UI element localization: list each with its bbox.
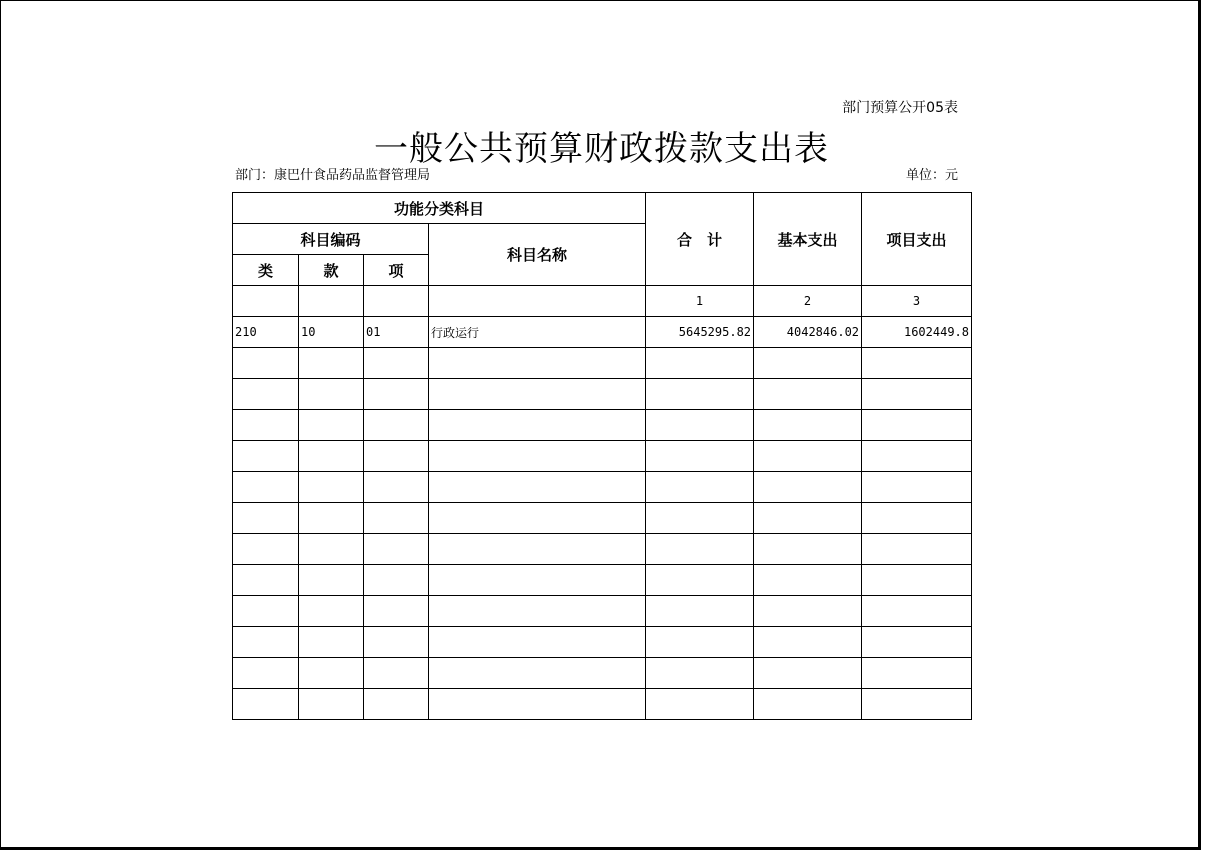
cell-basic <box>754 627 862 658</box>
cell-lei <box>233 565 299 596</box>
cell-total <box>646 379 754 410</box>
cell-xiang <box>364 658 429 689</box>
cell-project <box>862 627 972 658</box>
cell-name <box>429 472 646 503</box>
cell-lei <box>233 410 299 441</box>
cell-kuan <box>299 596 364 627</box>
index-cell: 3 <box>862 286 972 317</box>
cell-basic <box>754 441 862 472</box>
cell-total <box>646 658 754 689</box>
cell-basic <box>754 472 862 503</box>
cell-total <box>646 596 754 627</box>
table-row <box>233 379 972 410</box>
table-row <box>233 534 972 565</box>
index-cell <box>233 286 299 317</box>
cell-total <box>646 348 754 379</box>
table-row <box>233 348 972 379</box>
cell-lei <box>233 379 299 410</box>
cell-total: 5645295.82 <box>646 317 754 348</box>
cell-name <box>429 348 646 379</box>
cell-name <box>429 379 646 410</box>
cell-total <box>646 410 754 441</box>
cell-lei <box>233 596 299 627</box>
col-xiang-header: 项 <box>364 255 429 286</box>
table-row <box>233 565 972 596</box>
cell-xiang <box>364 503 429 534</box>
cell-name <box>429 503 646 534</box>
cell-project <box>862 565 972 596</box>
table-header <box>233 193 972 286</box>
cell-kuan <box>299 410 364 441</box>
cell-xiang <box>364 441 429 472</box>
cell-kuan <box>299 379 364 410</box>
cell-kuan <box>299 503 364 534</box>
cell-lei <box>233 472 299 503</box>
table-row <box>233 503 972 534</box>
cell-basic <box>754 534 862 565</box>
col-project-header: 项目支出 <box>862 193 972 286</box>
table-row <box>233 596 972 627</box>
cell-project <box>862 596 972 627</box>
cell-lei <box>233 503 299 534</box>
cell-total <box>646 441 754 472</box>
cell-basic <box>754 379 862 410</box>
cell-project <box>862 503 972 534</box>
cell-xiang <box>364 565 429 596</box>
table-row <box>233 627 972 658</box>
cell-total <box>646 472 754 503</box>
index-row <box>233 286 972 317</box>
col-basic-header: 基本支出 <box>754 193 862 286</box>
cell-project <box>862 534 972 565</box>
col-total-header: 合 计 <box>646 193 754 286</box>
cell-name <box>429 689 646 720</box>
index-cell: 1 <box>646 286 754 317</box>
index-cell <box>299 286 364 317</box>
cell-name <box>429 627 646 658</box>
cell-basic <box>754 410 862 441</box>
cell-xiang <box>364 348 429 379</box>
cell-basic <box>754 503 862 534</box>
cell-lei: 210 <box>233 317 299 348</box>
cell-basic <box>754 689 862 720</box>
col-lei-header: 类 <box>233 255 299 286</box>
cell-kuan <box>299 565 364 596</box>
cell-project <box>862 410 972 441</box>
cell-total <box>646 627 754 658</box>
cell-total <box>646 689 754 720</box>
cell-xiang <box>364 689 429 720</box>
cell-xiang <box>364 596 429 627</box>
cell-basic <box>754 596 862 627</box>
cell-name <box>429 596 646 627</box>
page-title: 一般公共预算财政拨款支出表 <box>374 129 829 169</box>
table-row <box>233 410 972 441</box>
index-cell: 2 <box>754 286 862 317</box>
cell-project <box>862 472 972 503</box>
cell-name <box>429 565 646 596</box>
cell-total <box>646 565 754 596</box>
cell-xiang <box>364 410 429 441</box>
cell-basic <box>754 658 862 689</box>
cell-project <box>862 348 972 379</box>
cell-total <box>646 503 754 534</box>
cell-lei <box>233 534 299 565</box>
cell-lei <box>233 658 299 689</box>
table-row <box>233 689 972 720</box>
index-cell <box>429 286 646 317</box>
cell-basic: 4042846.02 <box>754 317 862 348</box>
table-body <box>233 286 972 720</box>
cell-kuan <box>299 658 364 689</box>
group-header: 功能分类科目 <box>233 193 646 224</box>
cell-lei <box>233 441 299 472</box>
cell-project <box>862 689 972 720</box>
cell-lei <box>233 348 299 379</box>
cell-basic <box>754 348 862 379</box>
table-row <box>233 317 972 348</box>
cell-project <box>862 379 972 410</box>
expenditure-table <box>232 192 972 720</box>
cell-kuan <box>299 348 364 379</box>
cell-kuan: 10 <box>299 317 364 348</box>
cell-project <box>862 658 972 689</box>
index-cell <box>364 286 429 317</box>
cell-basic <box>754 565 862 596</box>
table-row <box>233 472 972 503</box>
cell-xiang <box>364 627 429 658</box>
unit-label: 单位：元 <box>905 168 958 183</box>
cell-xiang <box>364 379 429 410</box>
table-row <box>233 658 972 689</box>
cell-xiang: 01 <box>364 317 429 348</box>
name-header: 科目名称 <box>429 224 646 286</box>
cell-name <box>429 534 646 565</box>
cell-name <box>429 410 646 441</box>
table-row <box>233 441 972 472</box>
cell-project: 1602449.8 <box>862 317 972 348</box>
cell-name <box>429 441 646 472</box>
cell-kuan <box>299 689 364 720</box>
cell-lei <box>233 627 299 658</box>
cell-xiang <box>364 534 429 565</box>
cell-name: 行政运行 <box>429 317 646 348</box>
cell-kuan <box>299 441 364 472</box>
form-code: 部门预算公开05表 <box>842 100 958 116</box>
cell-xiang <box>364 472 429 503</box>
cell-kuan <box>299 534 364 565</box>
department-label: 部门：康巴什食品药品监督管理局 <box>235 168 431 183</box>
cell-lei <box>233 689 299 720</box>
cell-name <box>429 658 646 689</box>
cell-kuan <box>299 627 364 658</box>
col-kuan-header: 款 <box>299 255 364 286</box>
cell-project <box>862 441 972 472</box>
cell-kuan <box>299 472 364 503</box>
cell-total <box>646 534 754 565</box>
code-header: 科目编码 <box>233 224 429 255</box>
